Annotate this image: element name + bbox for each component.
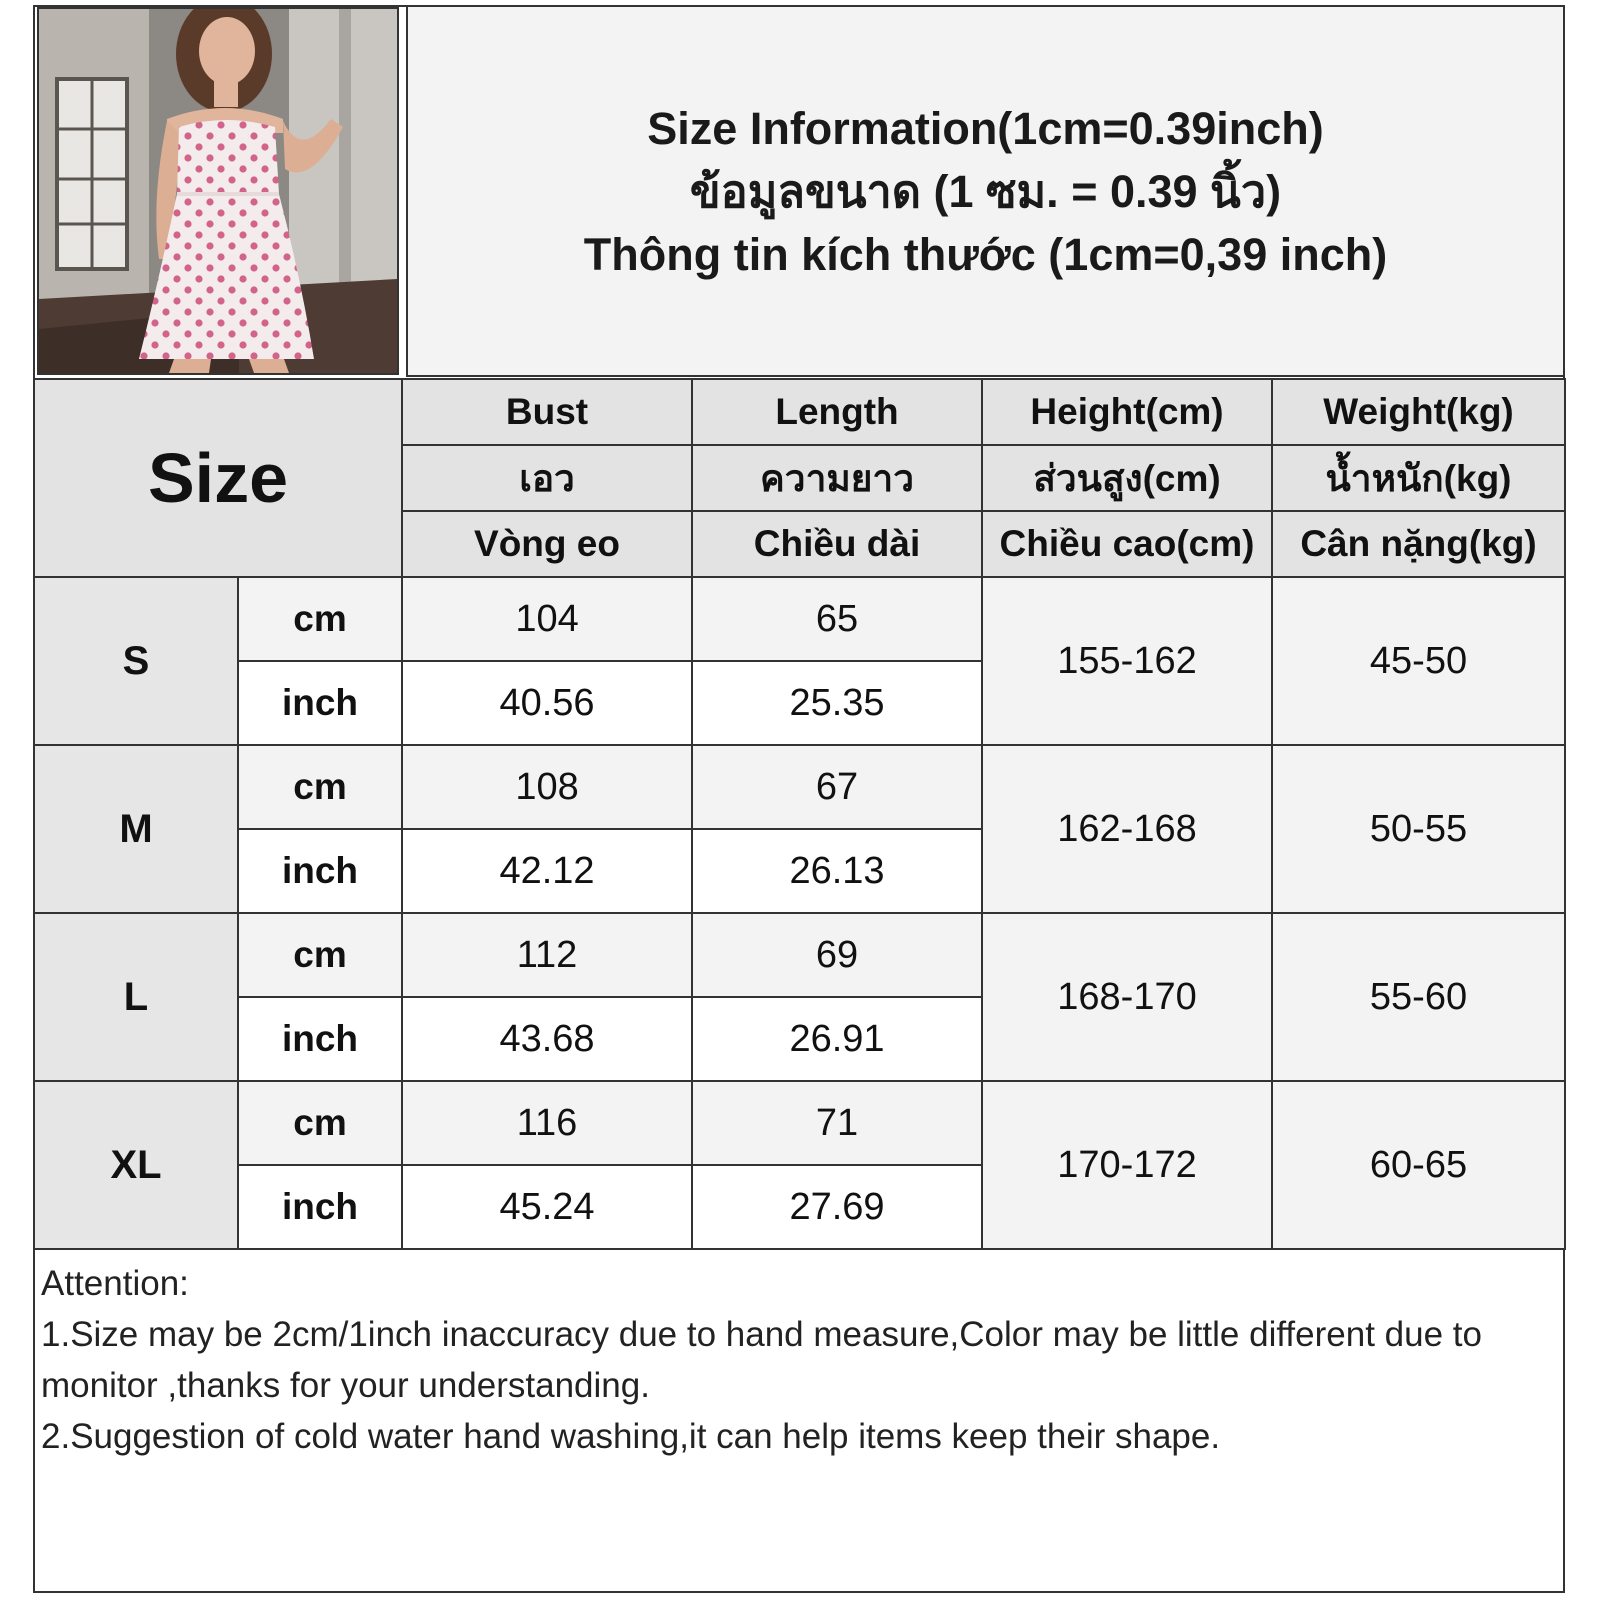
weight-range: 45-50 xyxy=(1272,577,1565,745)
bust-inch: 42.12 xyxy=(402,829,692,913)
size-label: L xyxy=(34,913,238,1081)
bust-cm: 112 xyxy=(402,913,692,997)
col-header-weight-en: Weight(kg) xyxy=(1272,379,1565,445)
col-header-length-vi: Chiều dài xyxy=(692,511,982,577)
col-header-height-vi: Chiều cao(cm) xyxy=(982,511,1272,577)
height-range: 155-162 xyxy=(982,577,1272,745)
bust-inch: 45.24 xyxy=(402,1165,692,1249)
weight-range: 50-55 xyxy=(1272,745,1565,913)
col-header-bust-en: Bust xyxy=(402,379,692,445)
length-inch: 27.69 xyxy=(692,1165,982,1249)
length-cm: 69 xyxy=(692,913,982,997)
table-row xyxy=(34,1081,1565,1165)
unit-inch: inch xyxy=(238,1165,402,1249)
height-range: 162-168 xyxy=(982,745,1272,913)
bust-inch: 40.56 xyxy=(402,661,692,745)
size-label: S xyxy=(34,577,238,745)
col-header-bust-vi: Vòng eo xyxy=(402,511,692,577)
length-cm: 67 xyxy=(692,745,982,829)
title-block xyxy=(406,7,1563,377)
notes-item-2: 2.Suggestion of cold water hand washing,it can help items keep their shape. xyxy=(41,1417,1221,1456)
size-label: XL xyxy=(34,1081,238,1249)
table-row xyxy=(34,577,1565,661)
title-english: Size Information(1cm=0.39inch) xyxy=(647,102,1324,154)
length-inch: 26.91 xyxy=(692,997,982,1081)
col-header-weight-th: น้ำหนัก(kg) xyxy=(1272,445,1565,511)
weight-range: 55-60 xyxy=(1272,913,1565,1081)
length-inch: 26.13 xyxy=(692,829,982,913)
col-header-height-en: Height(cm) xyxy=(982,379,1272,445)
size-label: M xyxy=(34,745,238,913)
bust-cm: 104 xyxy=(402,577,692,661)
length-cm: 71 xyxy=(692,1081,982,1165)
title-vietnamese: Thông tin kích thước (1cm=0,39 inch) xyxy=(583,228,1388,280)
unit-cm: cm xyxy=(238,745,402,829)
length-cm: 65 xyxy=(692,577,982,661)
bust-cm: 116 xyxy=(402,1081,692,1165)
header-row-en xyxy=(34,379,1565,445)
col-header-weight-vi: Cân nặng(kg) xyxy=(1272,511,1565,577)
col-header-bust-th: เอว xyxy=(402,445,692,511)
dress-model-illustration xyxy=(39,9,397,373)
unit-cm: cm xyxy=(238,913,402,997)
notes-item-1: 1.Size may be 2cm/1inch inaccuracy due to hand measure,Color may be little different due to monitor ,thanks for your understanding. xyxy=(41,1315,1482,1405)
attention-notes xyxy=(41,1258,1556,1462)
size-column-header: Size xyxy=(34,379,402,577)
product-photo xyxy=(37,7,399,375)
unit-inch: inch xyxy=(238,661,402,745)
unit-cm: cm xyxy=(238,1081,402,1165)
title-thai: ข้อมูลขนาด (1 ซม. = 0.39 นิ้ว) xyxy=(689,165,1282,217)
bust-cm: 108 xyxy=(402,745,692,829)
table-row xyxy=(34,913,1565,997)
col-header-height-th: ส่วนสูง(cm) xyxy=(982,445,1272,511)
weight-range: 60-65 xyxy=(1272,1081,1565,1249)
col-header-length-th: ความยาว xyxy=(692,445,982,511)
unit-cm: cm xyxy=(238,577,402,661)
height-range: 170-172 xyxy=(982,1081,1272,1249)
size-table xyxy=(33,378,1566,1250)
unit-inch: inch xyxy=(238,997,402,1081)
table-row xyxy=(34,745,1565,829)
notes-heading: Attention: xyxy=(41,1264,189,1303)
unit-inch: inch xyxy=(238,829,402,913)
length-inch: 25.35 xyxy=(692,661,982,745)
bust-inch: 43.68 xyxy=(402,997,692,1081)
col-header-length-en: Length xyxy=(692,379,982,445)
height-range: 168-170 xyxy=(982,913,1272,1081)
